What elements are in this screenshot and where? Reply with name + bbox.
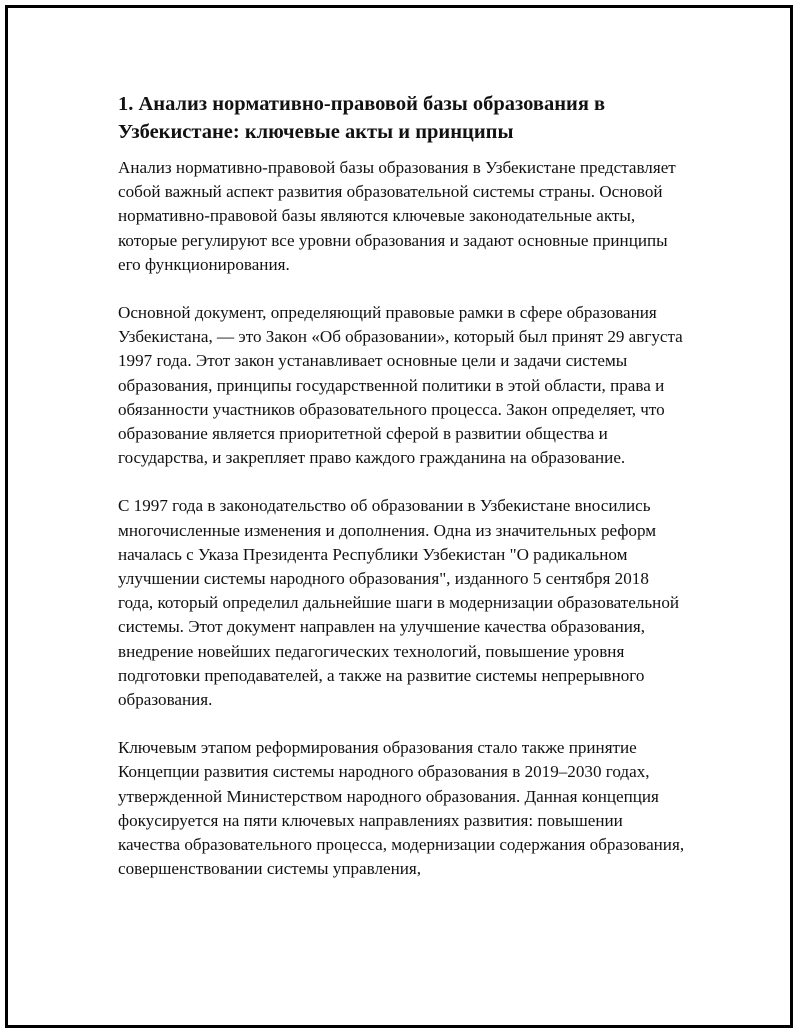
- paragraph-law-on-education: Основной документ, определяющий правовые рамки в сфере образования Узбекистана, — это Закон «Об образовании», который был принят 29 августа 1997 года. Этот закон устанавливает основные цели и задачи системы образования, принципы государственной политики в этой области, права и обязанности участников образовательного процесса. Закон определяет, что образование является приоритетной сферой в развитии общества и государства, и закрепляет право каждого гражданина на образование.: [118, 303, 683, 468]
- paragraph-concept-2019-2030: Ключевым этапом реформирования образования стало также принятие Концепции развития системы народного образования в 2019–2030 годах, утвержденной Министерством народного образования. Данная концепция фокусируется на пяти ключевых направлениях развития: повышении качества образовательного процесса, модернизации содержания образования, совершенствовании системы управления,: [118, 738, 685, 879]
- document-content: [118, 90, 688, 905]
- paragraph-intro: Анализ нормативно-правовой базы образования в Узбекистане представляет собой важный аспект развития образовательной системы страны. Основой нормативно-правовой базы являются ключевые законодательные акты, которые регулируют все уровни образования и задают основные принципы его функционирования.: [118, 158, 676, 274]
- paragraph-reforms: С 1997 года в законодательство об образовании в Узбекистане вносились многочисленные изменения и дополнения. Одна из значительных реформ началась с Указа Президента Республики Узбекистан "О радикальном улучшении системы народного образования", изданного 5 сентября 2018 года, который определил дальнейшие шаги в модернизации образовательной системы. Этот документ направлен на улучшение качества образования, внедрение новейших педагогических технологий, повышение уровня подготовки преподавателей, а также на развитие системы непрерывного образования.: [118, 496, 680, 710]
- section-heading: 1. Анализ нормативно-правовой базы образования в Узбекистане: ключевые акты и принципы: [118, 93, 606, 143]
